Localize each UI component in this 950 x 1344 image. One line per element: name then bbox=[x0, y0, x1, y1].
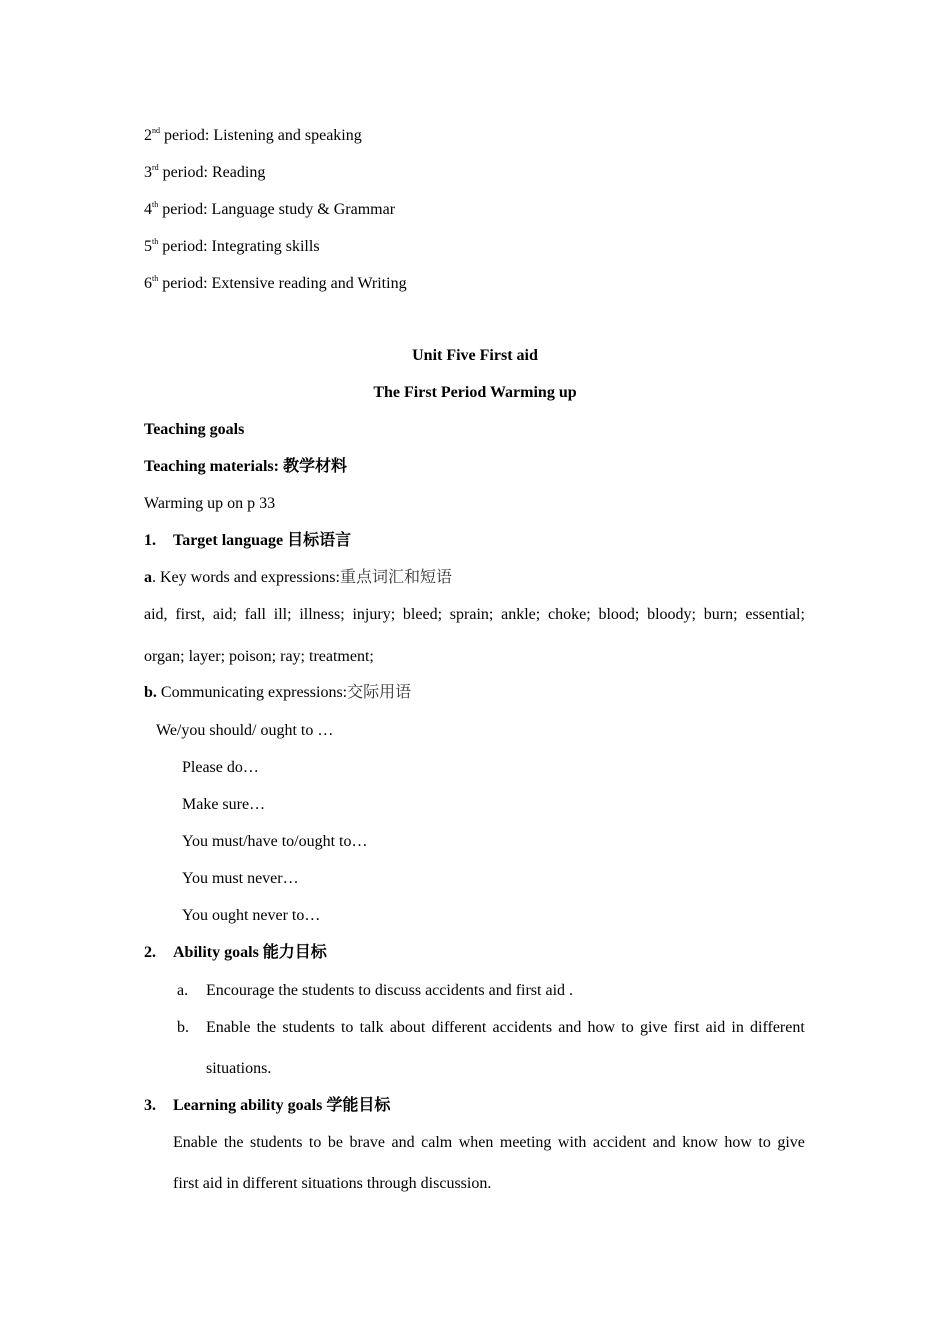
section-3-heading: 3. Learning ability goals 学能目标 bbox=[144, 1097, 391, 1114]
ability-item-b-words bbox=[206, 1018, 805, 1038]
vocab-line-2: organ; layer; poison; ray; treatment; bbox=[144, 648, 374, 665]
period-title: The First Period Warming up bbox=[373, 384, 577, 401]
ability-b-word: first bbox=[673, 1019, 700, 1036]
communicating-label: b. Communicating expressions:交际用语 bbox=[144, 684, 412, 701]
ability-b-word: different bbox=[750, 1019, 805, 1036]
learning-word: and bbox=[652, 1134, 676, 1151]
vocab-word: burn; bbox=[703, 606, 738, 623]
learning-word: to bbox=[758, 1134, 771, 1151]
learning-word: when bbox=[458, 1134, 494, 1151]
ability-item-b-label: b. bbox=[177, 1019, 189, 1036]
learning-word: meeting bbox=[499, 1134, 552, 1151]
ability-b-word: to bbox=[340, 1019, 354, 1036]
ability-b-word: to bbox=[621, 1019, 634, 1036]
learning-word: give bbox=[777, 1134, 805, 1151]
learning-word: and bbox=[391, 1134, 415, 1151]
learning-word: to bbox=[308, 1134, 322, 1151]
vocab-word: choke; bbox=[548, 606, 591, 623]
ability-item-b-line-1 bbox=[206, 1018, 805, 1038]
key-words-label: a. Key words and expressions:重点词汇和短语 bbox=[144, 569, 452, 586]
vocab-word: aid; bbox=[212, 606, 237, 623]
learning-word: brave bbox=[349, 1134, 386, 1151]
expression-item: You ought never to… bbox=[182, 907, 321, 924]
section-1-heading: 1. Target language 目标语言 bbox=[144, 532, 352, 549]
teaching-goals-heading: Teaching goals bbox=[144, 421, 245, 438]
vocab-line-1 bbox=[144, 605, 805, 625]
vocab-word: aid, bbox=[144, 606, 168, 623]
learning-word: be bbox=[327, 1134, 343, 1151]
vocab-word: essential; bbox=[745, 606, 805, 623]
learning-text-line-1 bbox=[173, 1133, 805, 1153]
vocab-word: sprain; bbox=[449, 606, 494, 623]
vocab-word: blood; bbox=[598, 606, 640, 623]
vocab-words-1 bbox=[144, 605, 805, 625]
expression-item: You must/have to/ought to… bbox=[182, 833, 368, 850]
ability-b-word: Enable bbox=[206, 1019, 251, 1036]
expression-item: You must never… bbox=[182, 870, 299, 887]
learning-word: students bbox=[249, 1134, 303, 1151]
vocab-word: illness; bbox=[299, 606, 345, 623]
learning-word: accident bbox=[592, 1134, 647, 1151]
ability-b-word: in bbox=[731, 1019, 744, 1036]
ability-b-word: the bbox=[256, 1019, 277, 1036]
vocab-word: injury; bbox=[352, 606, 396, 623]
period-line-2: 2nd period: Listening and speaking bbox=[144, 126, 362, 144]
ability-b-word: about bbox=[389, 1019, 426, 1036]
period-line-6: 6th period: Extensive reading and Writing bbox=[144, 274, 407, 292]
warming-up-text: Warming up on p 33 bbox=[144, 495, 276, 512]
learning-text-line-2: first aid in different situations through discussion. bbox=[173, 1175, 492, 1192]
vocab-word: ankle; bbox=[501, 606, 541, 623]
ability-item-b-line-2: situations. bbox=[206, 1060, 272, 1077]
learning-word: the bbox=[223, 1134, 244, 1151]
ability-b-word: give bbox=[639, 1019, 668, 1036]
expression-item: Please do… bbox=[182, 759, 259, 776]
ability-item-a-label: a. bbox=[177, 982, 189, 999]
vocab-word: ill; bbox=[273, 606, 292, 623]
learning-words-1 bbox=[173, 1133, 805, 1153]
ability-b-word: talk bbox=[359, 1019, 384, 1036]
ability-b-word: and bbox=[558, 1019, 582, 1036]
learning-word: know bbox=[682, 1134, 718, 1151]
unit-title: Unit Five First aid bbox=[412, 347, 538, 364]
learning-word: calm bbox=[421, 1134, 453, 1151]
ability-b-word: accidents bbox=[492, 1019, 553, 1036]
expression-item: Make sure… bbox=[182, 796, 266, 813]
learning-word: how bbox=[724, 1134, 752, 1151]
ability-item-a-text: Encourage the students to discuss accidents and first aid . bbox=[206, 982, 574, 999]
ability-b-word: students bbox=[282, 1019, 335, 1036]
period-line-4: 4th period: Language study & Grammar bbox=[144, 200, 396, 218]
teaching-materials-heading: Teaching materials: 教学材料 bbox=[144, 458, 347, 475]
period-line-5: 5th period: Integrating skills bbox=[144, 237, 320, 255]
ability-b-word: different bbox=[431, 1019, 487, 1036]
learning-word: Enable bbox=[173, 1134, 218, 1151]
vocab-word: bleed; bbox=[402, 606, 443, 623]
vocab-word: bloody; bbox=[647, 606, 696, 623]
expression-first: We/you should/ ought to … bbox=[156, 722, 334, 739]
learning-word: with bbox=[557, 1134, 587, 1151]
ability-b-word: how bbox=[587, 1019, 616, 1036]
vocab-word: first, bbox=[175, 606, 206, 623]
period-line-3: 3rd period: Reading bbox=[144, 163, 266, 181]
section-2-heading: 2. Ability goals 能力目标 bbox=[144, 944, 327, 961]
vocab-word: fall bbox=[244, 606, 266, 623]
ability-b-word: aid bbox=[705, 1019, 726, 1036]
